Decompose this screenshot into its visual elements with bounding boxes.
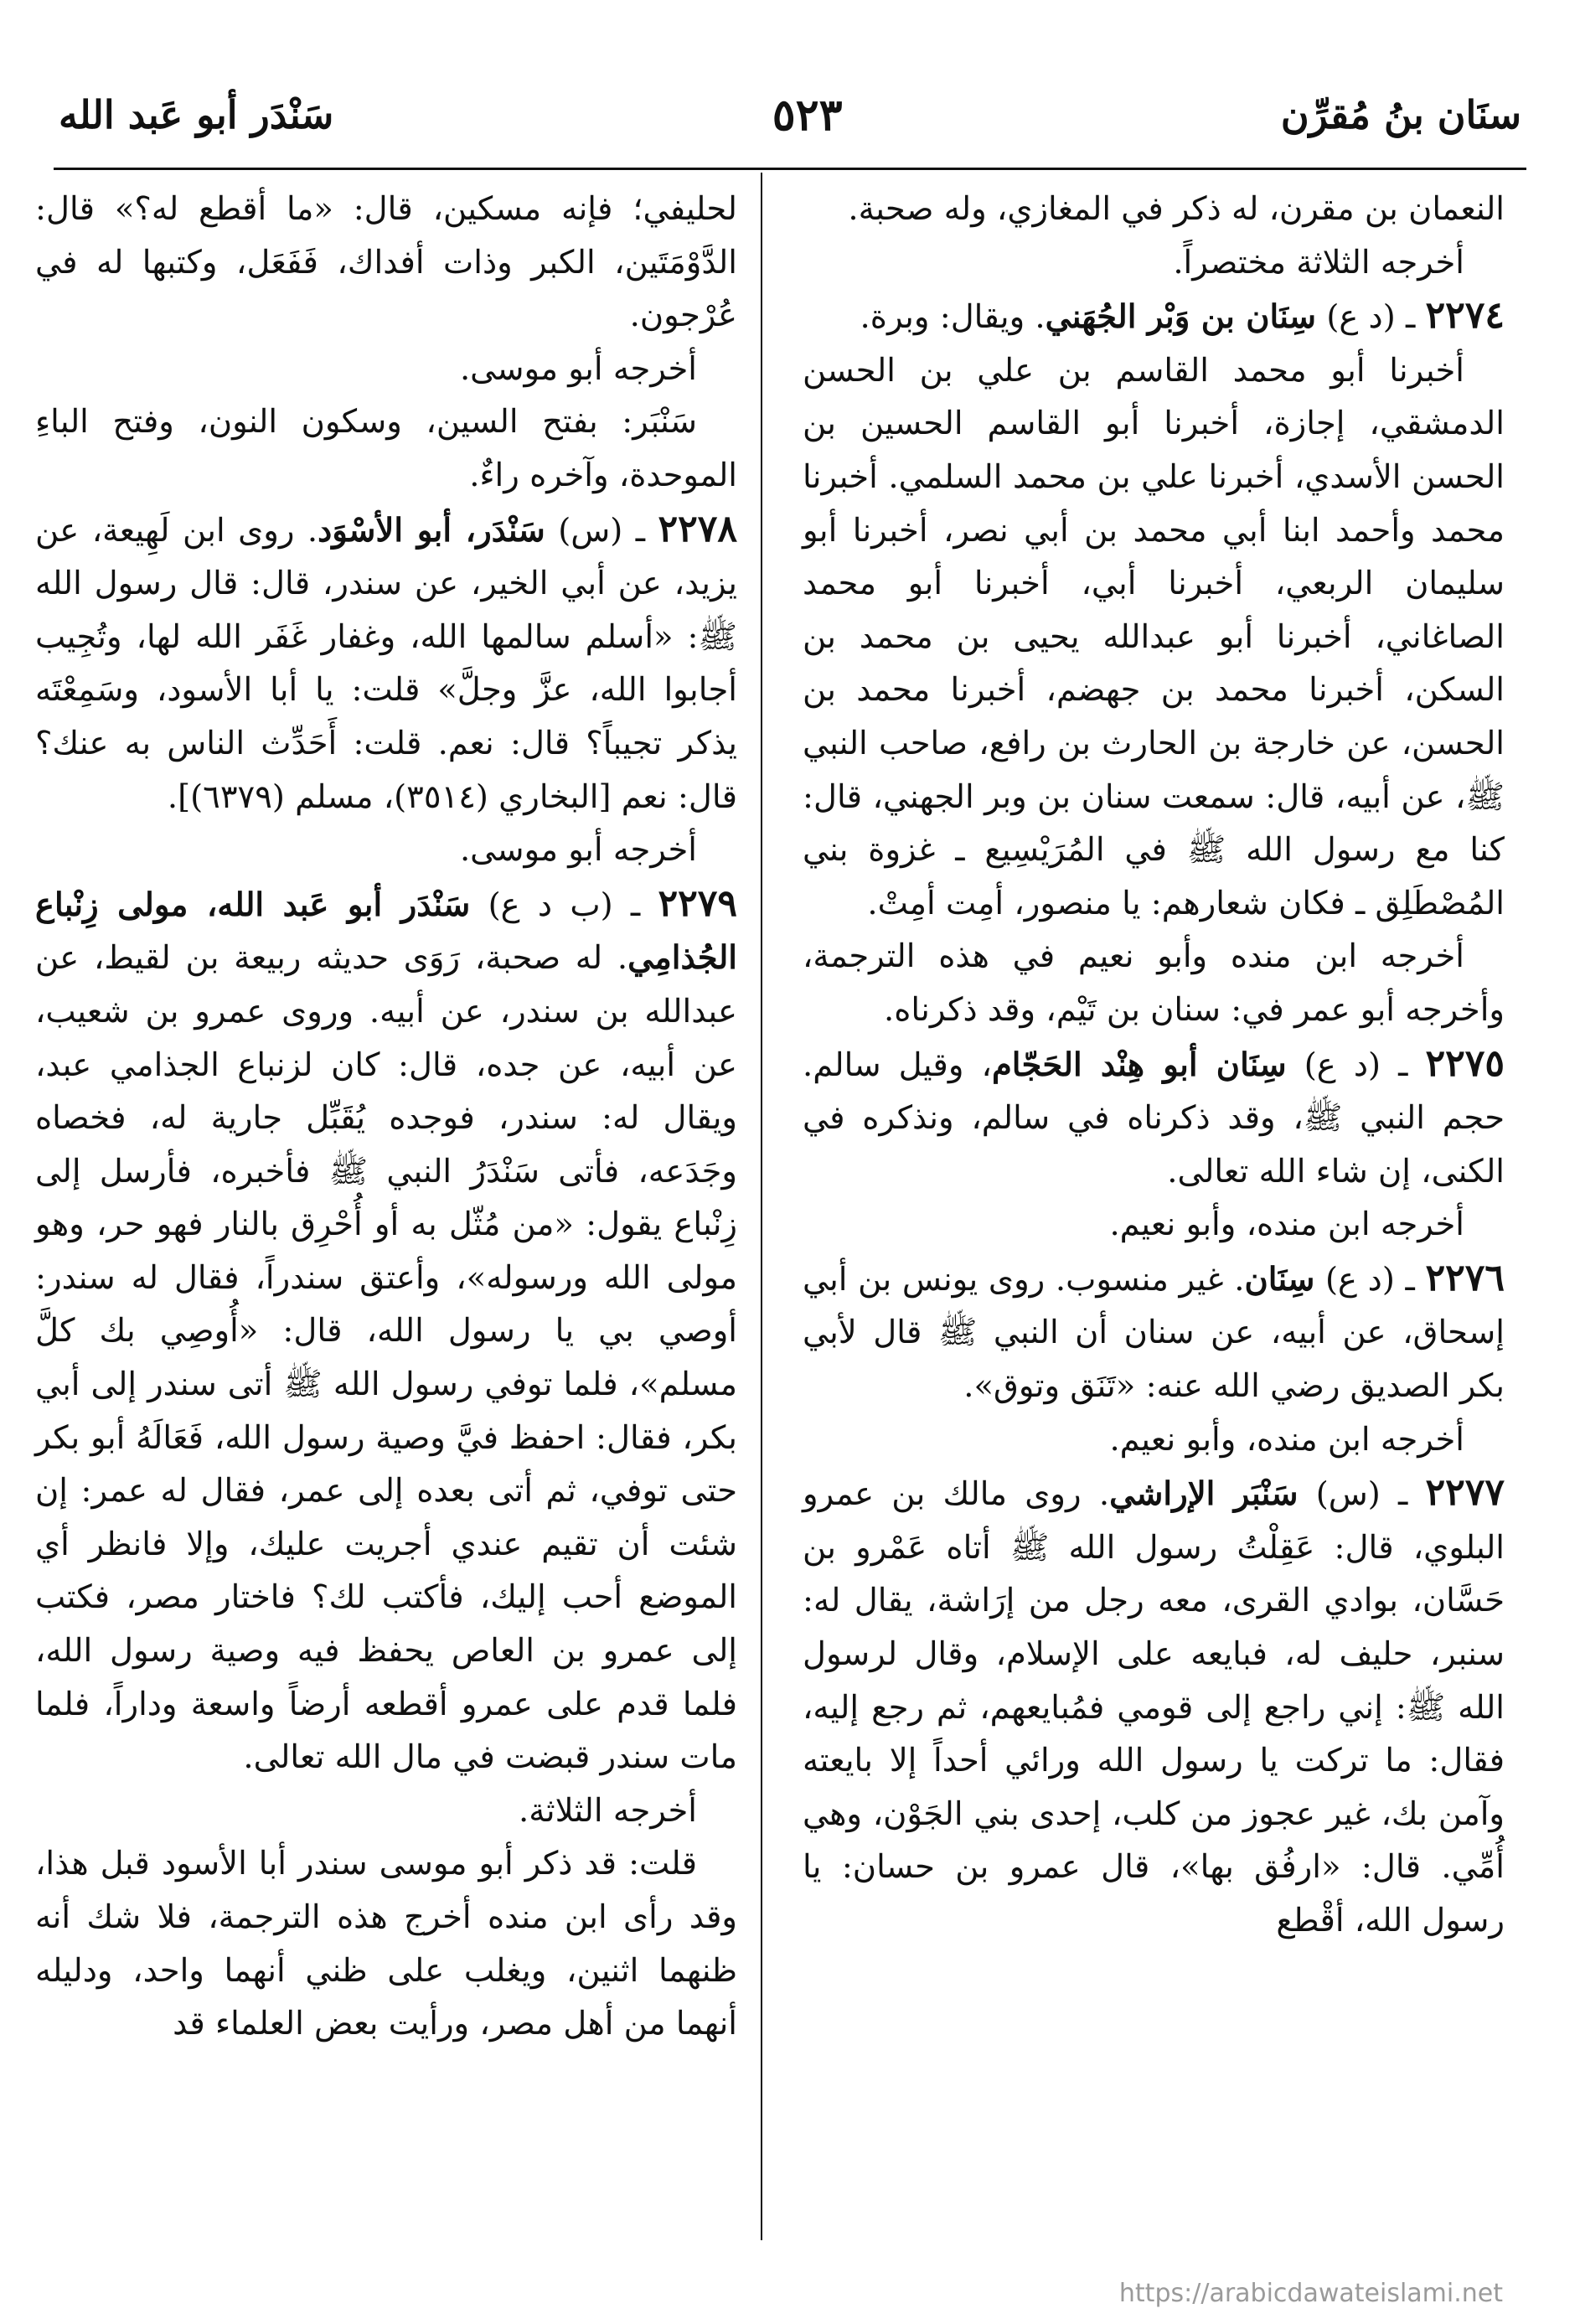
text-paragraph [803,1198,1505,1252]
text-paragraph [35,1837,737,2050]
entry-source-codes: ـ (د ع) [1286,1046,1426,1084]
entry-number: ٢٢٧٩ [658,881,737,925]
paragraph-text: . غير منسوب. روى يونس بن أبي إسحاق، عن أبيه، عن سنان أن النبي ﷺ قال لأبي بكر الصديق رضي الله عنه: «تَنَق وتوق». [803,1260,1505,1406]
paragraph-text: أخرجه الثلاثة مختصراً. [1173,243,1464,281]
paragraph-text: . له صحبة، رَوَى حديثه ربيعة بن لقيط، عن عبدالله بن سندر، عن أبيه. وروى عمرو بن شعيب، عن أبيه، عن جده، قال: كان لزنباع الجذامي عبد، ويقال له: سندر، فوجده يُقَبِّل جارية له، فخصاه وجَدَعه، فأتى سَنْدَرُ النبي ﷺ فأخبره، فأرسل إلى زِنْباع يقول: «من مُثّل به أو أُحْرِق بالنار فهو حر، وهو مولى الله ورسوله»، وأعتق سندراً، فقال له سندر: أوصي بي يا رسول الله، قال: «أُوصِي بك كلَّ مسلم»، فلما توفي رسول الله ﷺ أتى سندر إلى أبي بكر، فقال: احفظ فيَّ وصية رسول الله، فَعَالَهُ أبو بكر حتى توفي، ثم أتى بعده إلى عمر، فقال له عمر: إن شئت أن تقيم عندي أجريت عليك، وإلا فانظر أي الموضع أحب إليك، فأكتب لك؟ فاختار مصر، فكتب إلى عمرو بن العاص يحفظ فيه وصية رسول الله، فلما قدم على عمرو أقطعه أرضاً واسعة وداراً، فلما مات سندر قبضت في مال الله تعالى. [35,939,737,1777]
text-paragraph [35,1784,737,1838]
entry-paragraph [803,289,1505,344]
text-paragraph [35,395,737,502]
text-paragraph [35,343,737,396]
entry-number: ٢٢٧٧ [1425,1471,1505,1515]
paragraph-text: . ويقال: وبرة. [860,298,1046,337]
paragraph-text: أخرجه الثلاثة. [518,1791,697,1830]
text-paragraph [35,183,737,343]
entry-number: ٢٢٧٦ [1425,1256,1505,1299]
entry-source-codes: ـ (ب د ع) [470,886,658,924]
entry-name: سِنَان أبو هِنْد الحَجّام [991,1046,1287,1084]
paragraph-text: أخرجه ابن منده وأبو نعيم في هذه الترجمة، وأخرجه أبو عمر في: سنان بن تَيْم، وقد ذكرناه. [803,937,1505,1029]
entry-paragraph [803,1037,1505,1199]
entry-name: سَنْدَر أبو عَبد الله، مولى زِنْباع الجُذامِي [35,886,737,978]
entry-paragraph [35,877,737,1784]
entry-name: سِنَان [1244,1260,1315,1299]
entry-paragraph [803,1466,1505,1947]
running-title-right: سنَان بنُ مُقرِّن [1280,92,1521,137]
entry-name: سِنَان بن وَبْر الجُهَني [1045,298,1317,337]
entry-number: ٢٢٧٨ [658,507,737,550]
paragraph-text: سَنْبَر: بفتح السين، وسكون النون، وفتح الباءِ الموحدة، وآخره راءٌ. [35,403,737,494]
watermark-url: https://arabicdawateislami.net [1118,2279,1503,2308]
paragraph-text: ، وقيل سالم. حجم النبي ﷺ، وقد ذكرناه في سالم، ونذكره في الكنى، إن شاء الله تعالى. [803,1046,1505,1190]
text-paragraph [803,236,1505,290]
paragraph-text: أخبرنا أبو محمد القاسم بن علي بن الحسن الدمشقي، إجازة، أخبرنا أبو القاسم الحسين بن الحسن الأسدي، أخبرنا علي بن محمد السلمي. أخبرنا محمد وأحمد ابنا أبي محمد بن أبي نصر، أخبرنا أبو سليمان الربعي، أخبرنا أبي، أخبرنا أبو محمد الصاغاني، أخبرنا أبو عبدالله يحيى بن محمد بن السكن، أخبرنا محمد بن جهضم، أخبرنا محمد بن الحسن، عن خارجة بن الحارث بن رافع، صاحب النبي ﷺ، عن أبيه، قال: سمعت سنان بن وبر الجهني، قال: كنا مع رسول الله ﷺ في المُرَيْسِيع ـ غزوة بني المُصْطَلِق ـ فكان شعارهم: يا منصور، أمِت أمِتْ. [803,351,1505,922]
text-paragraph [803,1413,1505,1467]
entry-paragraph [803,1252,1505,1413]
entry-name: سَنْدَر، أبو الأسْوَد [318,511,545,550]
paragraph-text: أخرجه ابن منده، وأبو نعيم. [1109,1420,1464,1459]
text-paragraph [803,344,1505,931]
paragraph-text: أخرجه أبو موسى. [459,831,697,870]
paragraph-text: قلت: قد ذكر أبو موسى سندر أبا الأسود قبل هذا، وقد رأى ابن منده أخرج هذه الترجمة، فلا شك أنه ظنهما اثنين، ويغلب على ظني أنهما واحد، ودليله أنهما من أهل مصر، ورأيت بعض العلماء قد [35,1845,737,2043]
paragraph-text: . روى مالك بن عمرو البلوي، قال: عَقِلْتُ رسول الله ﷺ أتاه عَمْرو بن حَسَّان، بوادي القرى، معه رجل من إرَاشة، يقال له: سنبر، حليف له، فبايعه على الإسلام، وقال لرسول الله ﷺ: إني راجع إلى قومي فمُبايعهم، ثم رجع إليه، فقال: ما تركت يا رسول الله ورائي أحداً إلا بايعته وآمن بك، غير عجوز من كلب، إحدى بني الجَوْن، وهي أُمِّي. قال: «ارفُق بها»، قال عمرو بن حسان: يا رسول الله، أقْطع [803,1475,1505,1939]
paragraph-text: . روى ابن لَهِيعة، عن يزيد، عن أبي الخير، عن سندر، قال: قال رسول الله ﷺ: «أسلم سالمها الله، وغفار غَفَر الله لها، وتُجِيب أجابوا الله، عزَّ وجلَّ» قلت: يا أبا الأسود، وسَمِعْتَه يذكر تجيباً؟ قال: نعم. قلت: أَحَدِّث الناس به عنك؟ قال: نعم [البخاري (٣٥١٤)، مسلم (٦٣٧٩)]. [35,511,737,816]
entry-source-codes: ـ (د ع) [1314,1260,1426,1299]
paragraph-text: أخرجه أبو موسى. [459,349,697,388]
entry-number: ٢٢٧٥ [1425,1041,1505,1085]
left-column [35,183,737,2051]
text-paragraph [803,930,1505,1036]
header-rule [54,168,1526,170]
text-paragraph [803,183,1505,236]
entry-source-codes: ـ (س) [545,511,658,550]
page-header [59,77,1521,152]
paragraph-text: لحليفي؛ فإنه مسكين، قال: «ما أقطع له؟» قال: الدَّوْمَتَين، الكبر وذات أفداك، فَفَعَل، وكتبها له في عُرْجون. [35,190,737,335]
text-paragraph [35,824,737,877]
entry-paragraph [35,503,737,824]
column-divider [761,173,762,2240]
page-number: ٥٢٣ [772,89,843,141]
entry-name: سَنْبَر الإراشي [1109,1475,1299,1514]
entry-number: ٢٢٧٤ [1425,294,1505,338]
entry-source-codes: ـ (س) [1298,1475,1426,1514]
entry-source-codes: ـ (د ع) [1316,298,1426,337]
paragraph-text: أخرجه ابن منده، وأبو نعيم. [1109,1206,1464,1244]
paragraph-text: النعمان بن مقرن، له ذكر في المغازي، وله صحبة. [848,190,1505,228]
running-title-left: سَنْدَر أبو عَبد الله [59,92,334,137]
right-column [803,183,1505,1948]
